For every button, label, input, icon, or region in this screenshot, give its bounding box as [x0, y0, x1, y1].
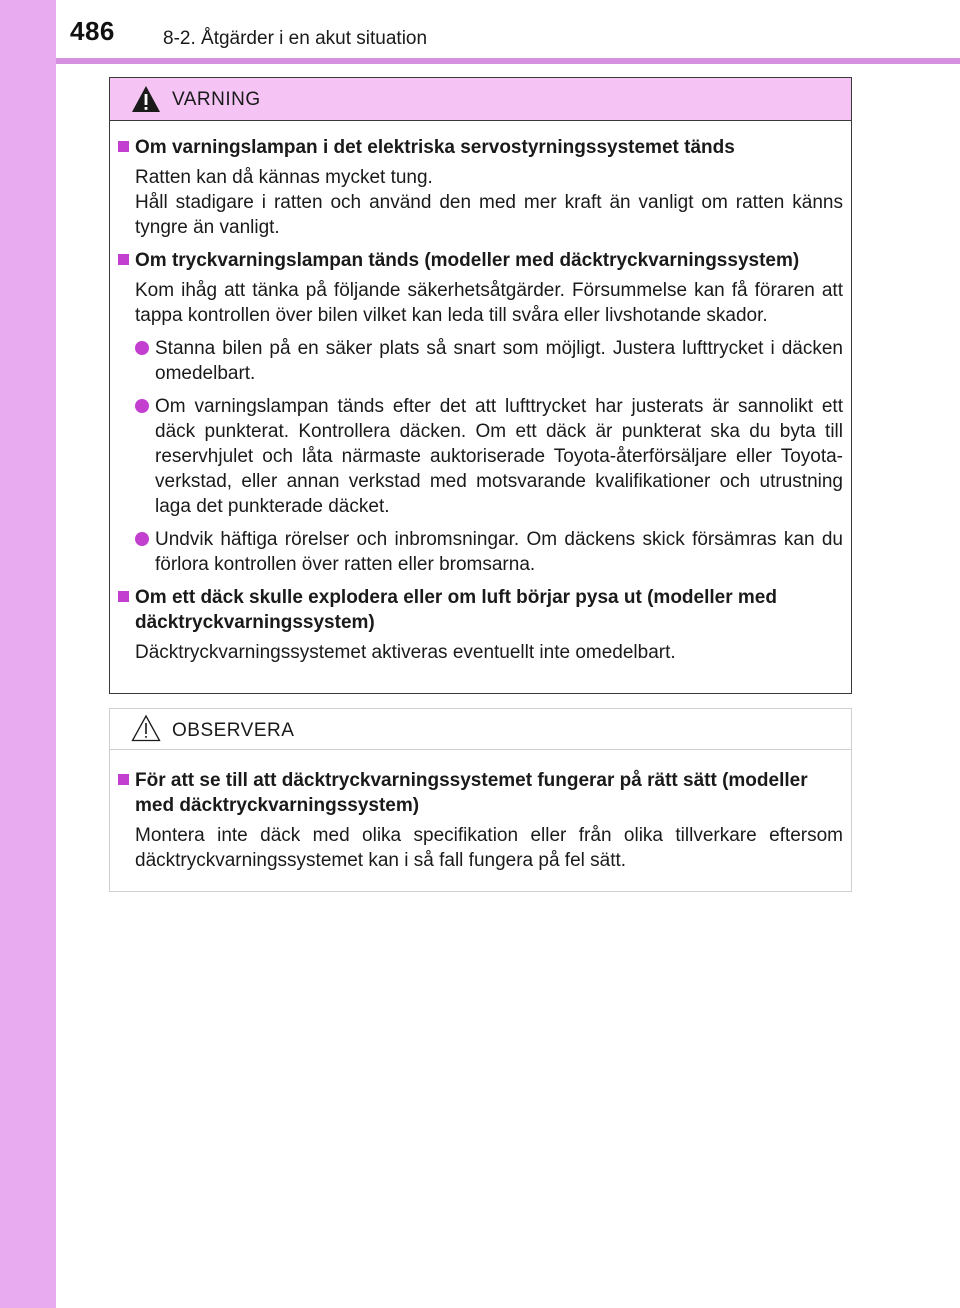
- paragraph: Håll stadigare i ratten och använd den med mer kraft än vanligt om ratten känns tyngre än vanligt.: [135, 192, 843, 238]
- paragraph: Montera inte däck med olika specifikation eller från olika tillverkare eftersom däcktryckvarningssystemet kan i så fall fungera på fel sätt.: [135, 825, 843, 871]
- paragraph: Kom ihåg att tänka på följande säkerhetsåtgärder. Försummelse kan få föraren att tappa kontrollen över bilen vilket kan leda till svåra eller livshotande skador.: [135, 280, 843, 326]
- warning-box: [109, 77, 852, 694]
- round-bullet-icon: [135, 399, 149, 413]
- section-heading: [118, 768, 843, 818]
- chapter-title: 8-2. Åtgärder i en akut situation: [163, 28, 428, 49]
- warning-content: [110, 121, 851, 665]
- notice-header: [110, 709, 851, 750]
- warning-triangle-outline-icon: [131, 714, 161, 742]
- chapter-side-tab-top: [0, 0, 56, 58]
- paragraph: Däcktryckvarningssystemet aktiveras eventuellt inte omedelbart.: [135, 642, 676, 663]
- bullet-text: Om varningslampan tänds efter det att lufttrycket har justerats är sannolikt ett däck punkterat. Kontrollera däcken. Om ett däck är punkterat ska du byta till reservhjulet och låta närmaste auktoriserade Toyota-återförsäljare eller Toyota-verkstad, eller annan verkstad med motsvarande kvalifikationer och utrustning laga det punkterade däcket.: [155, 396, 843, 517]
- square-bullet-icon: [118, 254, 129, 265]
- round-bullet-icon: [135, 532, 149, 546]
- notice-title: OBSERVERA: [172, 720, 295, 741]
- header-rule: [56, 58, 960, 64]
- section-heading: [118, 135, 843, 160]
- section-heading-text: För att se till att däcktryckvarningssystemet fungerar på rätt sätt (modeller med däcktryckvarningssystem): [135, 770, 808, 816]
- bullet-item: [118, 527, 843, 577]
- square-bullet-icon: [118, 141, 129, 152]
- notice-box: [109, 708, 852, 892]
- square-bullet-icon: [118, 774, 129, 785]
- bullet-item: [118, 394, 843, 519]
- section-heading: [118, 248, 843, 273]
- bullet-item: [118, 336, 843, 386]
- section-heading-text: Om ett däck skulle explodera eller om luft börjar pysa ut (modeller med däcktryckvarningssystem): [135, 587, 777, 633]
- chapter-side-tab: [0, 0, 56, 1308]
- paragraph: Ratten kan då kännas mycket tung.: [135, 167, 433, 188]
- notice-content: [110, 750, 851, 873]
- warning-triangle-filled-icon: [131, 85, 161, 113]
- bullet-text: Undvik häftiga rörelser och inbromsningar. Om däckens skick försämras kan du förlora kontrollen över ratten eller bromsarna.: [155, 529, 843, 575]
- section-heading-text: Om tryckvarningslampan tänds (modeller med däcktryckvarningssystem): [135, 250, 800, 271]
- square-bullet-icon: [118, 591, 129, 602]
- bullet-text: Stanna bilen på en säker plats så snart som möjligt. Justera lufttrycket i däcken omedelbart.: [155, 338, 843, 384]
- section-heading: [118, 585, 843, 635]
- page-number: 486: [70, 16, 115, 46]
- round-bullet-icon: [135, 341, 149, 355]
- section-heading-text: Om varningslampan i det elektriska servostyrningssystemet tänds: [135, 137, 735, 158]
- warning-title: VARNING: [172, 89, 261, 110]
- page-header: [0, 0, 960, 58]
- warning-header: [110, 78, 851, 121]
